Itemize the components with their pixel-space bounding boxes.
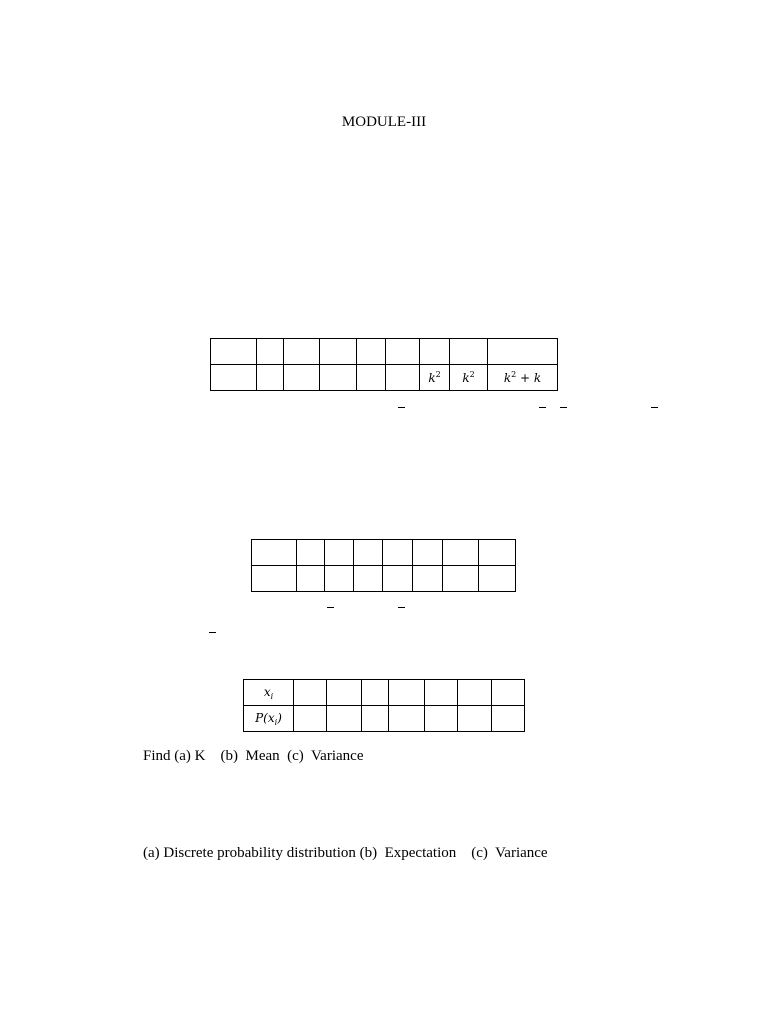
fraction-bar — [327, 607, 334, 608]
fraction-bar — [398, 607, 405, 608]
table-cell: $k^2$ — [420, 365, 450, 391]
table-row — [211, 365, 558, 391]
fraction-bar — [539, 407, 546, 408]
table-row — [252, 566, 516, 592]
fraction-bar — [209, 632, 216, 633]
table-row — [211, 339, 558, 365]
table-row — [252, 540, 516, 566]
distribution-table-2 — [251, 539, 516, 592]
question-parts-3: Find (a) K (b) Mean (c) Variance — [143, 748, 364, 764]
header-x: $x_i$ — [244, 680, 294, 706]
question-parts-4: (a) Discrete probability distribution (b) Expectation (c) Variance — [143, 845, 548, 861]
fraction-bar — [398, 407, 405, 408]
table-cell: $k^2$ — [450, 365, 488, 391]
fraction-bar — [651, 407, 658, 408]
distribution-table-3 — [243, 679, 525, 732]
table-row — [244, 706, 525, 732]
distribution-table-1 — [210, 338, 558, 391]
table-cell: $k^2 + k$ — [488, 365, 558, 391]
header-p: $P(x_i)$ — [244, 706, 294, 732]
table-row — [244, 680, 525, 706]
fraction-bar — [560, 407, 567, 408]
page-title: MODULE-III — [341, 114, 427, 130]
